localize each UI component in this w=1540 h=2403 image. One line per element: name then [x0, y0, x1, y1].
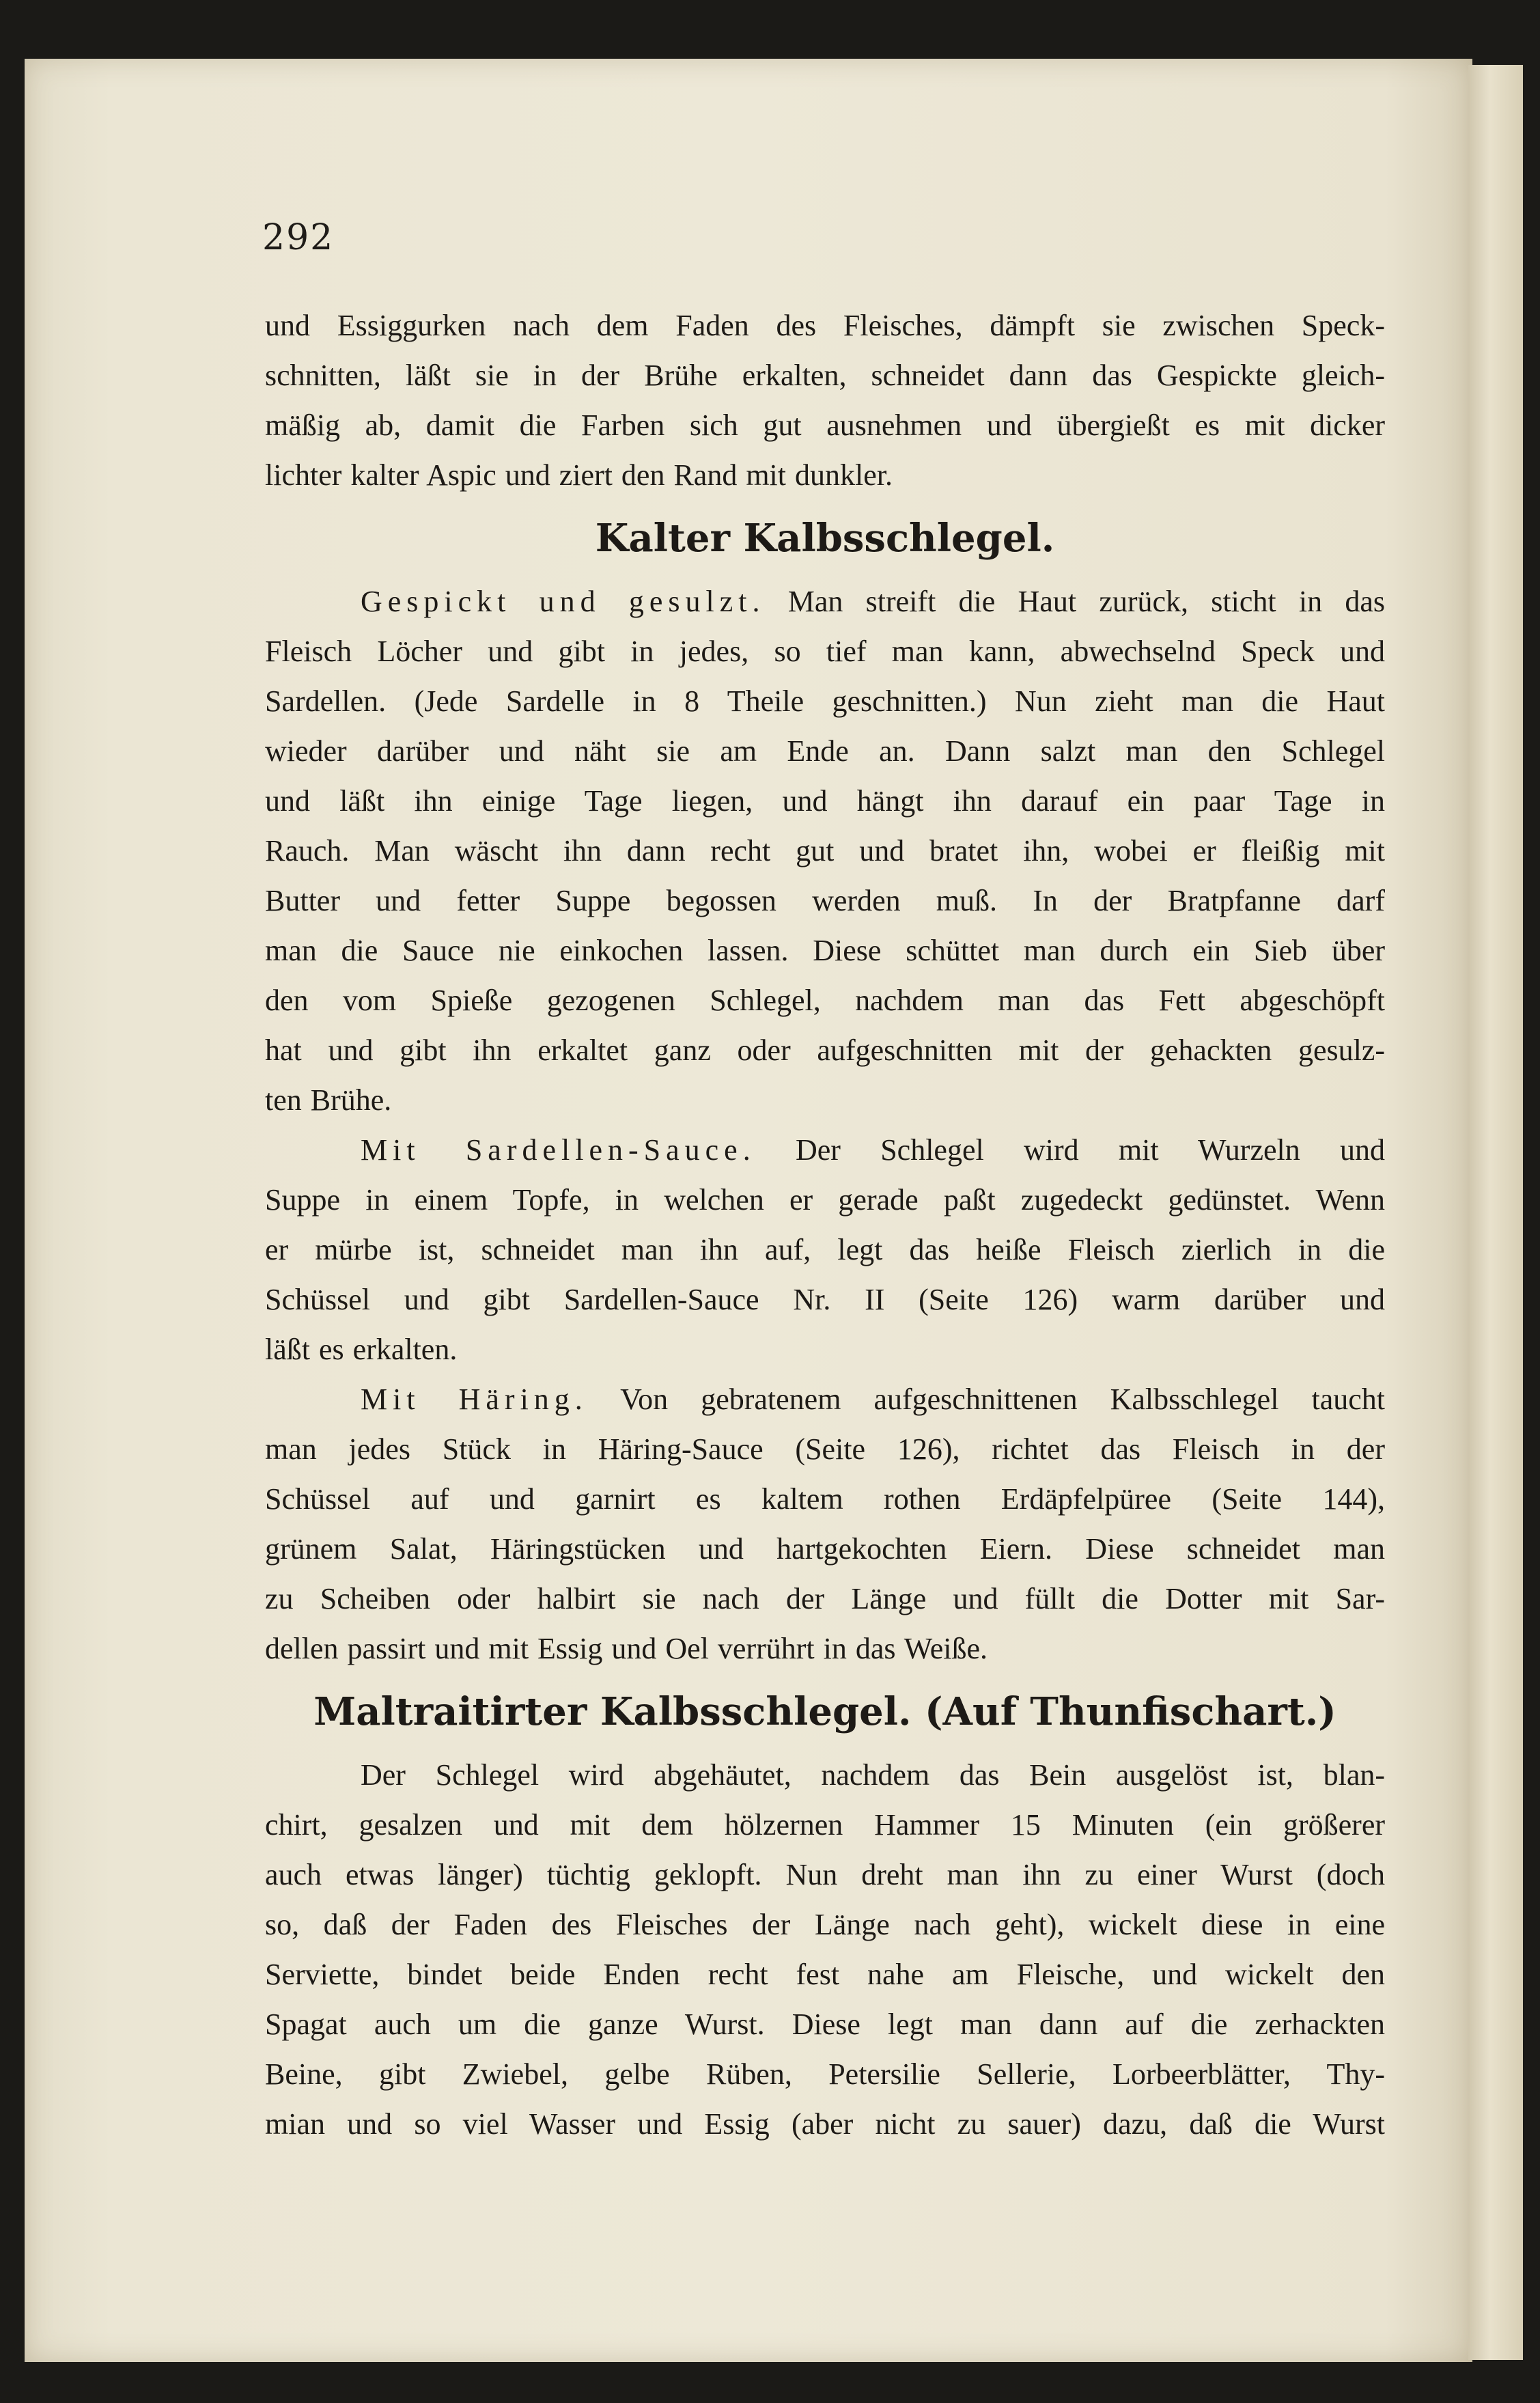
- text-line: er mürbe ist, schneidet man ihn auf, legt das heiße Fleisch zierlich in die: [265, 1233, 1385, 1266]
- text-line: auch etwas länger) tüchtig geklopft. Nun dreht man ihn zu einer Wurst (doch: [265, 1858, 1385, 1891]
- text-line: läßt es erkalten.: [265, 1333, 458, 1366]
- page-edge: [1468, 65, 1523, 2360]
- text-line: Beine, gibt Zwiebel, gelbe Rüben, Petersilie Sellerie, Lorbeerblätter, Thy-: [265, 2057, 1385, 2091]
- text-line: Spagat auch um die ganze Wurst. Diese legt man dann auf die zerhackten: [265, 2008, 1385, 2041]
- text-line: ten Brühe.: [265, 1083, 392, 1117]
- paragraph-lead: Mit Sardellen-Sauce.: [361, 1133, 756, 1167]
- text-span: Man streift die Haut zurück, sticht in das: [787, 585, 1385, 618]
- text-line: hat und gibt ihn erkaltet ganz oder aufgeschnitten mit der gehackten gesulz-: [265, 1033, 1385, 1067]
- text-line: [265, 1125, 1385, 1175]
- page-number: 292: [262, 217, 335, 258]
- text-line: Serviette, bindet beide Enden recht fest nahe am Fleische, und wickelt den: [265, 1958, 1385, 1991]
- text-line: und läßt ihn einige Tage liegen, und hängt ihn darauf ein paar Tage in: [265, 784, 1385, 818]
- text-line: [265, 577, 1385, 626]
- text-line: chirt, gesalzen und mit dem hölzernen Hammer 15 Minuten (ein größerer: [265, 1808, 1385, 1842]
- text-line: mian und so viel Wasser und Essig (aber nicht zu sauer) dazu, daß die Wurst: [265, 2107, 1385, 2141]
- text-line: Fleisch Löcher und gibt in jedes, so tief man kann, abwechselnd Speck und: [265, 635, 1385, 668]
- text-span: Von gebratenem aufgeschnittenen Kalbsschlegel taucht: [620, 1383, 1385, 1416]
- section-heading: Maltraitirter Kalbsschlegel. (Auf Thunfischart.): [313, 1689, 1336, 1734]
- text-line: mäßig ab, damit die Farben sich gut ausnehmen und übergießt es mit dicker: [265, 408, 1385, 442]
- page-text: [265, 301, 1385, 2149]
- text-line: Schüssel auf und garnirt es kaltem rothen Erdäpfelpüree (Seite 144),: [265, 1482, 1385, 1516]
- text-line: Sardellen. (Jede Sardelle in 8 Theile geschnitten.) Nun zieht man die Haut: [265, 684, 1385, 718]
- text-span: Der Schlegel wird mit Wurzeln und: [795, 1133, 1385, 1167]
- text-line: zu Scheiben oder halbirt sie nach der Länge und füllt die Dotter mit Sar-: [265, 1582, 1385, 1615]
- paragraph-lead: Mit Häring.: [361, 1383, 588, 1416]
- text-line: man die Sauce nie einkochen lassen. Diese schüttet man durch ein Sieb über: [265, 934, 1385, 967]
- text-line: Der Schlegel wird abgehäutet, nachdem das Bein ausgelöst ist, blan-: [361, 1758, 1385, 1792]
- text-line: wieder darüber und näht sie am Ende an. Dann salzt man den Schlegel: [265, 734, 1385, 768]
- text-line: lichter kalter Aspic und ziert den Rand mit dunkler.: [265, 458, 893, 492]
- paragraph-lead: Gespickt und gesulzt.: [361, 585, 766, 618]
- section-heading: Kalter Kalbsschlegel.: [595, 516, 1055, 561]
- text-line: grünem Salat, Häringstücken und hartgekochten Eiern. Diese schneidet man: [265, 1532, 1385, 1566]
- text-line: Butter und fetter Suppe begossen werden muß. In der Bratpfanne darf: [265, 884, 1385, 917]
- text-line: Schüssel und gibt Sardellen-Sauce Nr. II (Seite 126) warm darüber und: [265, 1283, 1385, 1316]
- text-line: den vom Spieße gezogenen Schlegel, nachdem man das Fett abgeschöpft: [265, 984, 1385, 1017]
- text-line: Rauch. Man wäscht ihn dann recht gut und bratet ihn, wobei er fleißig mit: [265, 834, 1385, 867]
- text-line: Suppe in einem Topfe, in welchen er gerade paßt zugedeckt gedünstet. Wenn: [265, 1183, 1385, 1217]
- text-line: und Essiggurken nach dem Faden des Fleisches, dämpft sie zwischen Speck-: [265, 309, 1385, 342]
- text-line: so, daß der Faden des Fleisches der Länge nach geht), wickelt diese in eine: [265, 1908, 1385, 1941]
- text-line: [265, 1374, 1385, 1424]
- text-line: dellen passirt und mit Essig und Oel verrührt in das Weiße.: [265, 1632, 988, 1665]
- text-line: man jedes Stück in Häring-Sauce (Seite 126), richtet das Fleisch in der: [265, 1432, 1385, 1466]
- text-line: schnitten, läßt sie in der Brühe erkalten, schneidet dann das Gespickte gleich-: [265, 359, 1385, 392]
